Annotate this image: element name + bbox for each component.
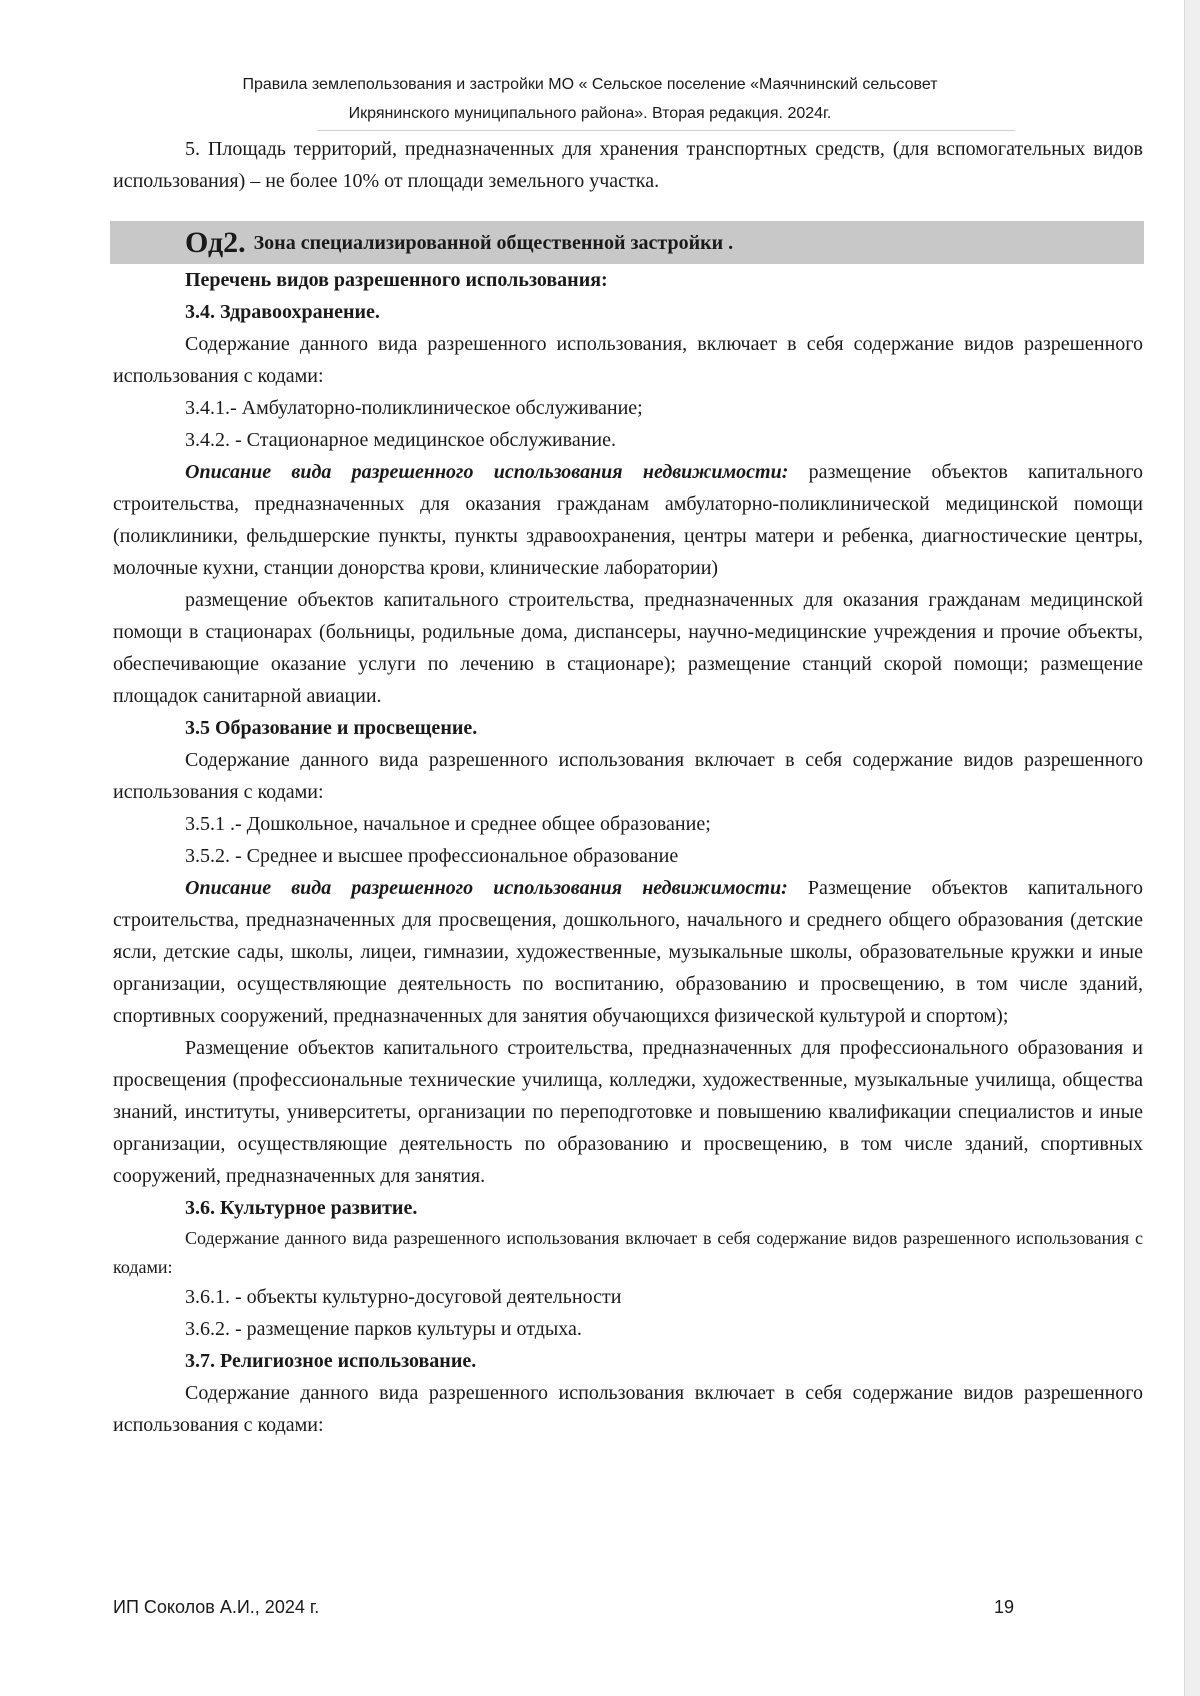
description-text: Размещение объектов капитального строительства, предназначенных для просвещения, дошкольного, начального и среднего общего образования (детские ясли, детские сады, школы, лицеи, гимназии, художественные, музыкальные школы, образовательные кружки и иные организации, осуществляющие деятельность по воспитанию, образованию и просвещению, в том числе зданий, спортивных сооружений, предназначенных для занятия обучающихся физической культурой и спортом); bbox=[113, 877, 1143, 1027]
intro-paragraph: 5. Площадь территорий, предназначенных для хранения транспортных средств, (для вспомогательных видов использования) – не более 10% от площади земельного участка. bbox=[113, 138, 1143, 192]
section-3-4-description-2: размещение объектов капитального строительства, предназначенных для оказания гражданам медицинской помощи в стационарах (больницы, родильные дома, диспансеры, научно-медицинские учреждения и прочие объекты, обеспечивающие оказание услуги по лечению в стационаре); размещение станций скорой помощи; размещение площадок санитарной авиации. bbox=[113, 589, 1143, 707]
zone-title-bar bbox=[110, 221, 1144, 264]
section-3-4-item-2: 3.4.2. - Стационарное медицинское обслуживание. bbox=[185, 429, 616, 451]
section-3-7-heading: 3.7. Религиозное использование. bbox=[185, 1350, 477, 1372]
section-3-6-item-2: 3.6.2. - размещение парков культуры и отдыха. bbox=[185, 1318, 582, 1340]
section-3-5-description-2: Размещение объектов капитального строительства, предназначенных для профессионального образования и просвещения (профессиональные технические училища, колледжи, художественные, музыкальные училища, общества знаний, институты, университеты, организации по переподготовке и повышению квалификации специалистов и иные организации, осуществляющие деятельность по образованию и просвещению, в том числе зданий, спортивных сооружений, предназначенных для занятия. bbox=[113, 1037, 1143, 1187]
section-3-5-description bbox=[113, 872, 1143, 1032]
section-3-5-content: Содержание данного вида разрешенного использования включает в себя содержание видов разрешенного использования с кодами: bbox=[113, 749, 1143, 803]
header-divider bbox=[317, 130, 1015, 131]
zone-code: Од2. bbox=[185, 225, 246, 259]
zone-title: Зона специализированной общественной застройки . bbox=[253, 231, 734, 254]
section-3-6-content: Содержание данного вида разрешенного использования включает в себя содержание видов разрешенного использования с кодами: bbox=[113, 1228, 1143, 1277]
running-header bbox=[110, 70, 1070, 128]
header-line-2: Икрянинского муниципального района». Вторая редакция. 2024г. bbox=[348, 105, 832, 122]
list-heading: Перечень видов разрешенного использования: bbox=[185, 269, 608, 291]
section-3-4-description bbox=[113, 456, 1143, 584]
section-3-5-heading: 3.5 Образование и просвещение. bbox=[185, 717, 478, 739]
description-lead: Описание вида разрешенного использования недвижимости: bbox=[185, 461, 789, 483]
section-3-6-item-1: 3.6.1. - объекты культурно-досуговой деятельности bbox=[185, 1286, 622, 1308]
section-3-4-heading: 3.4. Здравоохранение. bbox=[185, 301, 380, 323]
section-3-4-content: Содержание данного вида разрешенного использования, включает в себя содержание видов разрешенного использования с кодами: bbox=[113, 333, 1143, 387]
section-3-5-item-1: 3.5.1 .- Дошкольное, начальное и среднее общее образование; bbox=[185, 813, 711, 835]
section-3-5-item-2: 3.5.2. - Среднее и высшее профессиональное образование bbox=[185, 845, 679, 867]
footer-author: ИП Соколов А.И., 2024 г. bbox=[113, 1597, 320, 1617]
section-3-6-heading: 3.6. Культурное развитие. bbox=[185, 1197, 418, 1219]
page-edge bbox=[1184, 0, 1200, 1696]
document-body bbox=[113, 133, 1143, 1441]
page-number: 19 bbox=[994, 1597, 1015, 1617]
description-text: размещение объектов капитального строительства, предназначенных для оказания гражданам амбулаторно-поликлинической медицинской помощи (поликлиники, фельдшерские пункты, пункты здравоохранения, центры матери и ребенка, диагностические центры, молочные кухни, станции донорства крови, клинические лаборатории) bbox=[113, 461, 1144, 579]
section-3-4-item-1: 3.4.1.- Амбулаторно-поликлиническое обслуживание; bbox=[185, 397, 643, 419]
description-lead: Описание вида разрешенного использования недвижимости: bbox=[185, 877, 788, 899]
header-line-1: Правила землепользования и застройки МО « Сельское поселение «Маячнинский сельсовет bbox=[242, 76, 938, 93]
section-3-7-content: Содержание данного вида разрешенного использования включает в себя содержание видов разрешенного использования с кодами: bbox=[113, 1382, 1143, 1436]
